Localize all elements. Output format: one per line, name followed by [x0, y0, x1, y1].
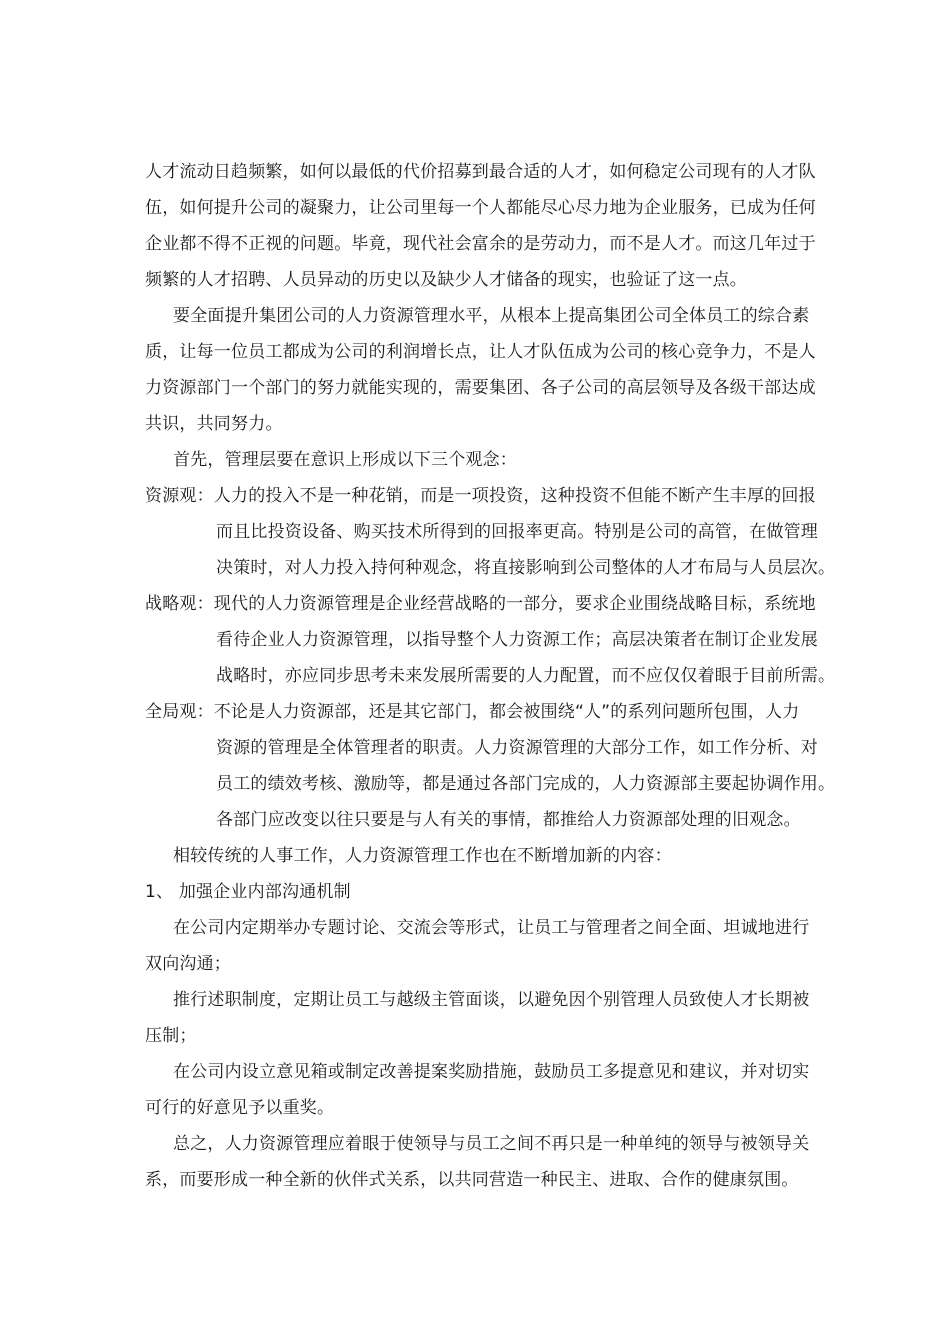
list-item-line: 全局观：不论是人力资源部，还是其它部门，都会被围绕“人”的系列问题所包围，人力: [145, 702, 800, 722]
list-item-line: 资源观：人力的投入不是一种花销，而是一项投资，这种投资不但能不断产生丰厚的回报: [145, 486, 816, 506]
paragraph-line: 压制；: [145, 1026, 197, 1046]
list-item-line: 战略时，亦应同步思考未来发展所需要的人力配置，而不应仅仅着眼于目前所需。: [216, 666, 836, 686]
paragraph-line: 共识，共同努力。: [145, 414, 283, 434]
paragraph-line: 系，而要形成一种全新的伙伴式关系，以共同营造一种民主、进取、合作的健康氛围。: [145, 1170, 799, 1190]
paragraph-line: 企业都不得不正视的问题。毕竟，现代社会富余的是劳动力，而不是人才。而这几年过于: [145, 234, 816, 254]
paragraph-line: 质，让每一位员工都成为公司的利润增长点，让人才队伍成为公司的核心竞争力，不是人: [145, 342, 816, 362]
paragraph-line: 双向沟通；: [145, 954, 231, 974]
paragraph-line: 总之，人力资源管理应着眼于使领导与员工之间不再只是一种单纯的领导与被领导关: [173, 1134, 810, 1154]
paragraph-line: 力资源部门一个部门的努力就能实现的，需要集团、各子公司的高层领导及各级干部达成: [145, 378, 816, 398]
list-item-line: 而且比投资设备、购买技术所得到的回报率更高。特别是公司的高管，在做管理: [216, 522, 818, 542]
paragraph-line: 在公司内定期举办专题讨论、交流会等形式，让员工与管理者之间全面、坦诚地进行: [173, 918, 810, 938]
paragraph-line: 频繁的人才招聘、人员异动的历史以及缺少人才储备的现实，也验证了这一点。: [145, 270, 747, 290]
paragraph-line: 相较传统的人事工作，人力资源管理工作也在不断增加新的内容：: [173, 846, 672, 866]
list-item-line: 员工的绩效考核、激励等，都是通过各部门完成的，人力资源部主要起协调作用。: [216, 774, 836, 794]
list-item-line: 看待企业人力资源管理，以指导整个人力资源工作；高层决策者在制订企业发展: [216, 630, 818, 650]
paragraph-line: 可行的好意见予以重奖。: [145, 1098, 335, 1118]
paragraph-line: 伍，如何提升公司的凝聚力，让公司里每一个人都能尽心尽力地为企业服务，已成为任何: [145, 198, 816, 218]
paragraph-line: 首先，管理层要在意识上形成以下三个观念：: [173, 450, 517, 470]
list-item-line: 决策时，对人力投入持何种观念，将直接影响到公司整体的人才布局与人员层次。: [216, 558, 836, 578]
list-item-line: 战略观：现代的人力资源管理是企业经营战略的一部分，要求企业围绕战略目标，系统地: [145, 594, 816, 614]
section-heading: 1、 加强企业内部沟通机制: [145, 882, 351, 902]
list-item-line: 各部门应改变以往只要是与人有关的事情，都推给人力资源部处理的旧观念。: [216, 810, 801, 830]
paragraph-line: 推行述职制度，定期让员工与越级主管面谈，以避免因个别管理人员致使人才长期被: [173, 990, 810, 1010]
paragraph-line: 要全面提升集团公司的人力资源管理水平，从根本上提高集团公司全体员工的综合素: [173, 306, 810, 326]
paragraph-line: 人才流动日趋频繁，如何以最低的代价招募到最合适的人才，如何稳定公司现有的人才队: [145, 162, 816, 182]
list-item-line: 资源的管理是全体管理者的职责。人力资源管理的大部分工作，如工作分析、对: [216, 738, 818, 758]
paragraph-line: 在公司内设立意见箱或制定改善提案奖励措施，鼓励员工多提意见和建议，并对切实: [173, 1062, 810, 1082]
